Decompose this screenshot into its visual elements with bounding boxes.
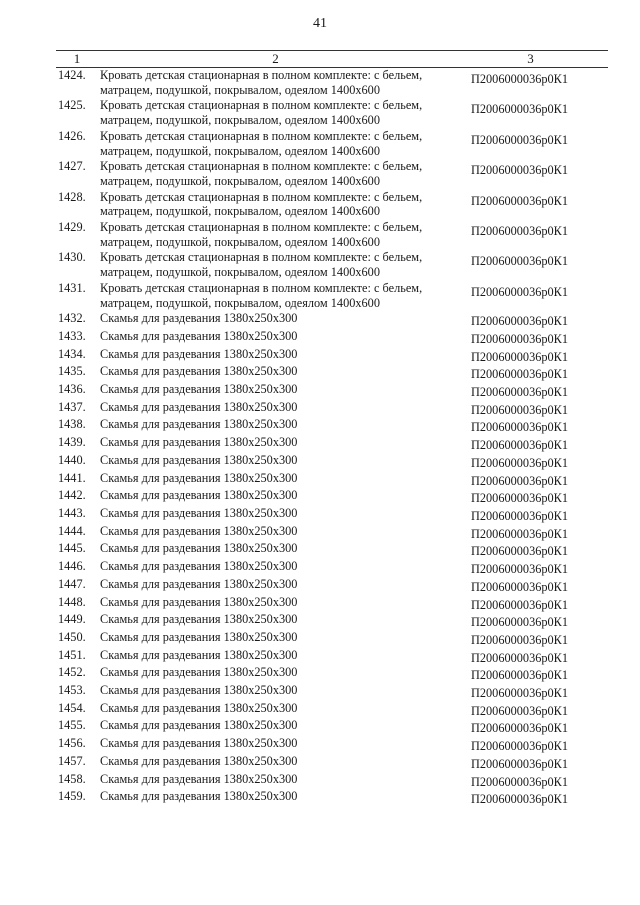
row-number: 1439.: [58, 435, 86, 450]
table-row: [56, 754, 608, 772]
row-description: Скамья для раздевания 1380х250х300: [100, 612, 298, 627]
row-number: 1445.: [58, 541, 86, 556]
table-row: [56, 159, 608, 188]
row-number: 1454.: [58, 700, 86, 715]
row-code: П2006000036р0К1: [471, 72, 569, 86]
row-number: 1435.: [58, 364, 86, 379]
table-row: [56, 524, 608, 542]
row-description: Скамья для раздевания 1380х250х300: [100, 399, 298, 414]
row-description: Скамья для раздевания 1380х250х300: [100, 488, 298, 503]
row-number: 1425.: [58, 98, 86, 113]
table-row: [56, 559, 608, 577]
row-code: П2006000036р0К1: [471, 420, 569, 435]
row-number: 1459.: [58, 789, 86, 804]
row-code: П2006000036р0К1: [471, 668, 569, 683]
row-number: 1446.: [58, 559, 86, 574]
table-row: [56, 683, 608, 701]
row-code: П2006000036р0К1: [471, 544, 569, 559]
row-number: 1424.: [58, 68, 86, 82]
row-description: Кровать детская стационарная в полном комплекте: с бельем, матрацем, подушкой, покрывалом, одеялом 1400х600: [100, 250, 423, 280]
table-row: [56, 364, 608, 382]
row-code: П2006000036р0К1: [471, 455, 569, 470]
row-code: П2006000036р0К1: [471, 254, 569, 269]
row-description: Кровать детская стационарная в полном комплекте: с бельем, матрацем, подушкой, покрывалом, одеялом 1400х600: [100, 189, 423, 219]
row-code: П2006000036р0К1: [471, 491, 569, 506]
table-row: [56, 648, 608, 666]
row-description: Скамья для раздевания 1380х250х300: [100, 541, 298, 556]
row-code: П2006000036р0К1: [471, 402, 569, 417]
row-code: П2006000036р0К1: [471, 473, 569, 488]
row-code: П2006000036р0К1: [471, 385, 569, 400]
table-row: [56, 736, 608, 754]
row-number: 1441.: [58, 470, 86, 485]
row-number: 1438.: [58, 417, 86, 432]
table-header: [56, 50, 608, 68]
table-row: [56, 772, 608, 790]
row-description: Скамья для раздевания 1380х250х300: [100, 328, 298, 343]
column-header-1: 1: [73, 51, 81, 66]
row-number: 1427.: [58, 159, 86, 174]
row-code: П2006000036р0К1: [471, 632, 569, 647]
row-number: 1426.: [58, 128, 86, 143]
table-row: [56, 595, 608, 613]
row-number: 1428.: [58, 189, 86, 204]
row-description: Скамья для раздевания 1380х250х300: [100, 523, 298, 538]
row-code: П2006000036р0К1: [471, 774, 569, 789]
row-description: Кровать детская стационарная в полном комплекте: с бельем, матрацем, подушкой, покрывалом, одеялом 1400х600: [100, 98, 423, 128]
row-description: Скамья для раздевания 1380х250х300: [100, 470, 298, 485]
table-row: [56, 577, 608, 595]
row-code: П2006000036р0К1: [471, 224, 569, 239]
row-code: П2006000036р0К1: [471, 739, 569, 754]
table-row: [56, 190, 608, 219]
row-number: 1443.: [58, 505, 86, 520]
row-code: П2006000036р0К1: [471, 615, 569, 630]
row-description: Скамья для раздевания 1380х250х300: [100, 594, 298, 609]
row-number: 1430.: [58, 250, 86, 265]
row-description: Кровать детская стационарная в полном комплекте: с бельем, матрацем, подушкой, покрывалом, одеялом 1400х600: [100, 220, 423, 249]
row-number: 1455.: [58, 718, 86, 733]
row-number: 1429.: [58, 220, 86, 235]
row-code: П2006000036р0К1: [471, 526, 569, 541]
row-code: П2006000036р0К1: [471, 132, 569, 147]
row-description: Скамья для раздевания 1380х250х300: [100, 665, 298, 680]
row-description: Кровать детская стационарная в полном комплекте: с бельем, матрацем, подушкой, покрывалом, одеялом 1400х600: [100, 68, 423, 97]
row-number: 1448.: [58, 594, 86, 609]
row-number: 1447.: [58, 576, 86, 591]
row-number: 1450.: [58, 629, 86, 644]
row-description: Скамья для раздевания 1380х250х300: [100, 771, 298, 786]
row-number: 1458.: [58, 771, 86, 786]
row-number: 1453.: [58, 683, 86, 698]
row-code: П2006000036р0К1: [471, 756, 569, 771]
table-row: [56, 435, 608, 453]
row-number: 1432.: [58, 311, 86, 326]
table-row: [56, 665, 608, 683]
row-number: 1436.: [58, 382, 86, 397]
row-description: Скамья для раздевания 1380х250х300: [100, 736, 298, 751]
row-number: 1434.: [58, 346, 86, 361]
row-code: П2006000036р0К1: [471, 163, 569, 178]
row-code: П2006000036р0К1: [471, 284, 569, 299]
row-number: 1452.: [58, 665, 86, 680]
table-row: [56, 220, 608, 249]
row-number: 1444.: [58, 523, 86, 538]
row-number: 1456.: [58, 736, 86, 751]
row-code: П2006000036р0К1: [471, 792, 569, 807]
table-row: [56, 506, 608, 524]
items-table: [56, 50, 608, 807]
table-row: [56, 382, 608, 400]
column-header-3: 3: [527, 51, 534, 66]
table-row: [56, 68, 608, 97]
row-description: Скамья для раздевания 1380х250х300: [100, 435, 298, 450]
table-row: [56, 98, 608, 127]
row-code: П2006000036р0К1: [471, 367, 569, 382]
table-row: [56, 701, 608, 719]
row-description: Скамья для раздевания 1380х250х300: [100, 647, 298, 662]
row-number: 1451.: [58, 647, 86, 662]
row-description: Кровать детская стационарная в полном комплекте: с бельем, матрацем, подушкой, покрывалом, одеялом 1400х600: [100, 128, 423, 158]
row-code: П2006000036р0К1: [471, 597, 569, 612]
table-row: [56, 329, 608, 347]
row-description: Кровать детская стационарная в полном комплекте: с бельем, матрацем, подушкой, покрывалом, одеялом 1400х600: [100, 159, 423, 188]
table-body: [56, 68, 608, 807]
table-row: [56, 250, 608, 279]
table-row: [56, 129, 608, 158]
row-description: Скамья для раздевания 1380х250х300: [100, 382, 298, 397]
row-description: Скамья для раздевания 1380х250х300: [100, 559, 298, 574]
table-row: [56, 281, 608, 310]
table-row: [56, 718, 608, 736]
row-number: 1442.: [58, 488, 86, 503]
row-number: 1431.: [58, 280, 86, 295]
row-description: Скамья для раздевания 1380х250х300: [100, 683, 298, 698]
row-description: Скамья для раздевания 1380х250х300: [100, 364, 298, 379]
table-row: [56, 612, 608, 630]
row-code: П2006000036р0К1: [471, 349, 569, 364]
row-number: 1437.: [58, 399, 86, 414]
table-row: [56, 400, 608, 418]
row-code: П2006000036р0К1: [471, 686, 569, 701]
row-code: П2006000036р0К1: [471, 579, 569, 594]
row-code: П2006000036р0К1: [471, 102, 569, 117]
row-code: П2006000036р0К1: [471, 508, 569, 523]
row-description: Кровать детская стационарная в полном комплекте: с бельем, матрацем, подушкой, покрывалом, одеялом 1400х600: [100, 280, 423, 310]
row-code: П2006000036р0К1: [471, 650, 569, 665]
row-number: 1457.: [58, 753, 86, 768]
row-description: Скамья для раздевания 1380х250х300: [100, 505, 298, 520]
row-description: Скамья для раздевания 1380х250х300: [100, 311, 298, 326]
row-code: П2006000036р0К1: [471, 331, 569, 346]
table-row: [56, 488, 608, 506]
table-row: [56, 541, 608, 559]
column-header-2: 2: [272, 51, 279, 66]
row-description: Скамья для раздевания 1380х250х300: [100, 452, 298, 467]
table-row: [56, 311, 608, 329]
table-row: [56, 789, 608, 807]
row-number: 1440.: [58, 452, 86, 467]
row-code: П2006000036р0К1: [471, 438, 569, 453]
row-code: П2006000036р0К1: [471, 721, 569, 736]
page-number: 41: [313, 16, 327, 31]
row-description: Скамья для раздевания 1380х250х300: [100, 718, 298, 733]
table-row: [56, 347, 608, 365]
row-description: Скамья для раздевания 1380х250х300: [100, 789, 298, 804]
row-code: П2006000036р0К1: [471, 193, 569, 208]
row-description: Скамья для раздевания 1380х250х300: [100, 753, 298, 768]
table-row: [56, 453, 608, 471]
table-row: [56, 471, 608, 489]
row-code: П2006000036р0К1: [471, 314, 569, 329]
table-row: [56, 630, 608, 648]
row-description: Скамья для раздевания 1380х250х300: [100, 346, 298, 361]
row-code: П2006000036р0К1: [471, 562, 569, 577]
row-description: Скамья для раздевания 1380х250х300: [100, 417, 298, 432]
row-number: 1449.: [58, 612, 86, 627]
row-number: 1433.: [58, 328, 86, 343]
row-description: Скамья для раздевания 1380х250х300: [100, 629, 298, 644]
table-row: [56, 417, 608, 435]
row-code: П2006000036р0К1: [471, 703, 569, 718]
row-description: Скамья для раздевания 1380х250х300: [100, 576, 298, 591]
row-description: Скамья для раздевания 1380х250х300: [100, 700, 298, 715]
